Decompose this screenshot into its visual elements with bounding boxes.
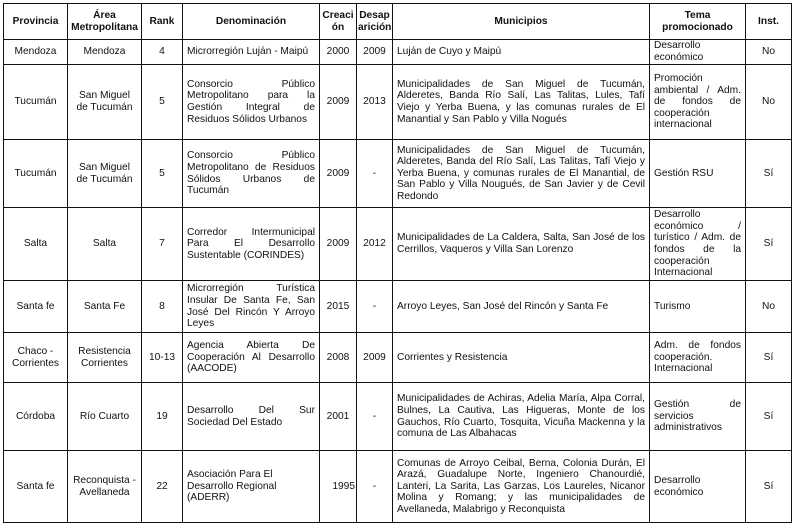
- cell-provincia: Santa fe: [4, 281, 68, 333]
- cell-rank: 5: [142, 65, 183, 140]
- cell-creacion: 1995: [320, 451, 357, 523]
- cell-provincia: Tucumán: [4, 140, 68, 208]
- cell-municipios: Municipalidades de San Miguel de Tucumán, Alderetes, Banda del Río Salí, Las Talitas, Tafí Viejo y Yerba Buena, y comunas rurales de El Manantial, de San Pablo y Villa Nougués, de San Javier y de Cevil Redondo: [393, 140, 650, 208]
- cell-area: Salta: [68, 208, 142, 281]
- header-provincia: Provincia: [4, 4, 68, 40]
- cell-rank: 5: [142, 140, 183, 208]
- cell-inst: Sí: [746, 333, 792, 383]
- cell-rank: 8: [142, 281, 183, 333]
- cell-creacion: 2009: [320, 65, 357, 140]
- cell-denominacion: Desarrollo Del Sur Sociedad Del Estado: [183, 383, 320, 451]
- cell-tema: Gestión de servicios administrativos: [650, 383, 746, 451]
- cell-municipios: Luján de Cuyo y Maipú: [393, 40, 650, 65]
- cell-tema: Gestión RSU: [650, 140, 746, 208]
- cell-creacion: 2009: [320, 140, 357, 208]
- cell-creacion: 2000: [320, 40, 357, 65]
- header-inst: Inst.: [746, 4, 792, 40]
- cell-creacion: 2008: [320, 333, 357, 383]
- cell-denominacion: Corredor Intermunicipal Para El Desarrollo Sustentable (CORINDES): [183, 208, 320, 281]
- header-tema: Tema promocionado: [650, 4, 746, 40]
- metropolitan-areas-table: [3, 3, 792, 523]
- cell-municipios: Comunas de Arroyo Ceibal, Berna, Colonia Durán, El Arazá, Guadalupe Norte, Ingeniero Chanourdié, Lanteri, La Sarita, Las Garzas, Los Laureles, Nicanor Molina y Romang; y las municipalidades de Avellaneda, Malabrigo y Reconquista: [393, 451, 650, 523]
- table-row: [4, 451, 792, 523]
- cell-inst: Sí: [746, 208, 792, 281]
- cell-rank: 22: [142, 451, 183, 523]
- cell-provincia: Córdoba: [4, 383, 68, 451]
- cell-tema: Adm. de fondos cooperación. Internacional: [650, 333, 746, 383]
- header-area: Área Metropolitana: [68, 4, 142, 40]
- table-row: [4, 383, 792, 451]
- table-row: [4, 208, 792, 281]
- table-row: [4, 140, 792, 208]
- cell-rank: 19: [142, 383, 183, 451]
- cell-desaparicion: -: [357, 451, 393, 523]
- cell-denominacion: Microrregión Turística Insular De Santa Fe, San José Del Rincón Y Arroyo Leyes: [183, 281, 320, 333]
- cell-municipios: Municipalidades de Achiras, Adelia María, Alpa Corral, Bulnes, La Cautiva, Las Higueras, Monte de los Gauchos, Río Cuarto, Tosquita, Vicuña Mackenna y la comuna de Las Albahacas: [393, 383, 650, 451]
- table-row: [4, 333, 792, 383]
- cell-inst: No: [746, 65, 792, 140]
- cell-municipios: Corrientes y Resistencia: [393, 333, 650, 383]
- table-row: [4, 65, 792, 140]
- cell-tema: Promoción ambiental / Adm. de fondos de cooperación internacional: [650, 65, 746, 140]
- cell-desaparicion: 2009: [357, 333, 393, 383]
- cell-tema: Desarrollo económico: [650, 451, 746, 523]
- cell-creacion: 2009: [320, 208, 357, 281]
- cell-area: Río Cuarto: [68, 383, 142, 451]
- cell-desaparicion: 2009: [357, 40, 393, 65]
- cell-provincia: Mendoza: [4, 40, 68, 65]
- cell-desaparicion: -: [357, 140, 393, 208]
- cell-area: Mendoza: [68, 40, 142, 65]
- cell-desaparicion: -: [357, 383, 393, 451]
- cell-municipios: Arroyo Leyes, San José del Rincón y Santa Fe: [393, 281, 650, 333]
- cell-denominacion: Agencia Abierta De Cooperación Al Desarrollo (AACODE): [183, 333, 320, 383]
- cell-inst: No: [746, 281, 792, 333]
- cell-inst: Sí: [746, 140, 792, 208]
- cell-rank: 7: [142, 208, 183, 281]
- header-row: [4, 4, 792, 40]
- header-denominacion: Denominación: [183, 4, 320, 40]
- cell-inst: Sí: [746, 451, 792, 523]
- cell-rank: 10-13: [142, 333, 183, 383]
- cell-denominacion: Asociación Para El Desarrollo Regional (ADERR): [183, 451, 320, 523]
- cell-inst: No: [746, 40, 792, 65]
- cell-municipios: Municipalidades de La Caldera, Salta, San José de los Cerrillos, Vaqueros y Villa San Lorenzo: [393, 208, 650, 281]
- cell-creacion: 2001: [320, 383, 357, 451]
- cell-denominacion: Microrregión Luján - Maipú: [183, 40, 320, 65]
- table-row: [4, 281, 792, 333]
- cell-provincia: Chaco - Corrientes: [4, 333, 68, 383]
- cell-denominacion: Consorcio Público Metropolitano para la Gestión Integral de Residuos Sólidos Urbanos: [183, 65, 320, 140]
- cell-desaparicion: -: [357, 281, 393, 333]
- cell-municipios: Municipalidades de San Miguel de Tucumán, Alderetes, Banda Río Salí, Las Talitas, Lules, Tafí Viejo y Yerba Buena, y las comunas rurales de El Manantial y San Pablo y Villa Nogués: [393, 65, 650, 140]
- header-municipios: Municipios: [393, 4, 650, 40]
- cell-tema: Desarrollo económico: [650, 40, 746, 65]
- cell-area: Santa Fe: [68, 281, 142, 333]
- cell-provincia: Tucumán: [4, 65, 68, 140]
- cell-area: Reconquista - Avellaneda: [68, 451, 142, 523]
- cell-denominacion: Consorcio Público Metropolitano de Residuos Sólidos Urbanos de Tucumán: [183, 140, 320, 208]
- cell-area: Resistencia Corrientes: [68, 333, 142, 383]
- table-row: [4, 40, 792, 65]
- header-creacion: Creaci ón: [320, 4, 357, 40]
- cell-provincia: Santa fe: [4, 451, 68, 523]
- cell-area: San Miguel de Tucumán: [68, 140, 142, 208]
- cell-creacion: 2015: [320, 281, 357, 333]
- cell-area: San Miguel de Tucumán: [68, 65, 142, 140]
- cell-inst: Sí: [746, 383, 792, 451]
- header-desaparicion: Desap arición: [357, 4, 393, 40]
- header-rank: Rank: [142, 4, 183, 40]
- cell-desaparicion: 2012: [357, 208, 393, 281]
- cell-desaparicion: 2013: [357, 65, 393, 140]
- cell-rank: 4: [142, 40, 183, 65]
- cell-tema: Desarrollo económico / turístico / Adm. de fondos de la cooperación Internacional: [650, 208, 746, 281]
- cell-provincia: Salta: [4, 208, 68, 281]
- cell-tema: Turismo: [650, 281, 746, 333]
